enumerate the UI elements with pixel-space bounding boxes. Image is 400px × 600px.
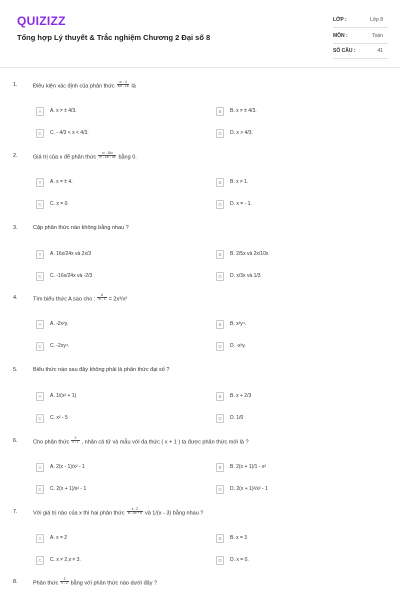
question-text-before: Giá trị của x để phân thức: [33, 154, 97, 161]
option-text: A. -2x²y.: [50, 321, 69, 327]
question-text-after: = 2x³/x²: [108, 296, 128, 303]
option-letter-box: C: [36, 485, 44, 494]
question-item: [0, 434, 400, 506]
option-letter-box: C: [36, 129, 44, 138]
fraction: [117, 81, 130, 89]
question-number: 3.: [13, 225, 18, 231]
question-text-after: là: [131, 83, 136, 90]
option-letter-box: A: [36, 107, 44, 116]
question-text: [33, 295, 127, 303]
option-text: D. x = - 1.: [230, 201, 252, 207]
question-item: [0, 221, 400, 293]
option-letter-box: A: [36, 392, 44, 401]
question-item: [0, 363, 400, 435]
meta-label: LỚP :: [333, 17, 347, 23]
question-text: [33, 509, 203, 517]
question-text-before: Cặp phân thức nào không bằng nhau ?: [33, 225, 129, 231]
option-letter-box: B: [216, 250, 224, 259]
option-letter-box: A: [36, 320, 44, 329]
option-text: C. 2(x + 1)/x² - 1: [50, 486, 87, 492]
question-text: [33, 153, 137, 161]
option-text: C. -2xy⁴.: [50, 343, 70, 349]
option-text: D. x > 4/3.: [230, 130, 253, 136]
option-letter-box: C: [36, 200, 44, 209]
question-text: [33, 367, 169, 373]
question-text: [33, 579, 157, 587]
option-text: B. 2/5x và 2x/10x: [230, 251, 269, 257]
meta-label: SỐ CÂU :: [333, 48, 356, 54]
question-text: [33, 82, 136, 90]
question-item: [0, 505, 400, 577]
worksheet-header: [0, 0, 400, 70]
question-text-before: Cho phân thức: [33, 439, 70, 446]
option-text: D. x/3x và 1/3: [230, 273, 261, 279]
meta-row-grade: [333, 14, 388, 28]
fraction-numerator: x² - 4: [117, 81, 130, 85]
question-text: [33, 438, 249, 446]
question-text-before: Với giá trị nào của x thì hai phân thức: [33, 510, 125, 517]
question-number: 2.: [13, 153, 18, 159]
option-text: B. x + 2/3: [230, 393, 252, 399]
question-text-after: và 1/(x - 3) bằng nhau ?: [144, 510, 204, 517]
option-letter-box: D: [216, 200, 224, 209]
fraction: [97, 294, 106, 302]
question-item: [0, 575, 400, 600]
fraction: [127, 508, 143, 516]
fraction-denominator: x - 2: [61, 581, 68, 586]
question-text-before: Điều kiện xác định của phân thức: [33, 83, 115, 90]
meta-label: MÔN :: [333, 33, 348, 39]
question-number: 8.: [13, 579, 18, 585]
question-text-before: Biểu thức nào sau đây không phải là phân thức đại số ?: [33, 367, 170, 373]
option-text: B. x²y⁴.: [230, 321, 247, 327]
question-number: 6.: [13, 438, 18, 444]
option-text: A. 1/(x² + 1): [50, 393, 77, 399]
option-text: D. -x³y.: [230, 343, 246, 349]
question-number: 5.: [13, 367, 18, 373]
fraction-denominator: x² - 1: [98, 297, 106, 302]
option-text: A. x = ± 4.: [50, 179, 73, 185]
header-divider: [0, 67, 400, 68]
page-title: Tổng hợp Lý thuyết & Trắc nghiệm Chương 2 Đại số 8: [17, 33, 211, 42]
option-letter-box: D: [216, 556, 224, 565]
option-letter-box: C: [36, 556, 44, 565]
option-text: D. x = 0.: [230, 557, 249, 563]
fraction-numerator: A: [97, 294, 106, 298]
fraction-numerator: x - 2: [127, 508, 143, 512]
option-letter-box: D: [216, 342, 224, 351]
question-item: [0, 149, 400, 221]
option-text: A. 2(x - 1)/x² - 1: [50, 464, 85, 470]
option-letter-box: B: [216, 534, 224, 543]
question-text-before: Tìm biểu thức A sao cho :: [33, 296, 96, 303]
option-letter-box: B: [216, 320, 224, 329]
fraction: [98, 152, 116, 160]
option-letter-box: C: [36, 342, 44, 351]
option-letter-box: A: [36, 534, 44, 543]
option-text: A. x = 2: [50, 535, 68, 541]
option-text: B. x = 3: [230, 535, 248, 541]
option-letter-box: B: [216, 107, 224, 116]
meta-row-subject: [333, 30, 388, 44]
option-letter-box: D: [216, 129, 224, 138]
option-letter-box: B: [216, 178, 224, 187]
meta-value: 41: [377, 48, 383, 54]
option-letter-box: B: [216, 392, 224, 401]
option-text: C. -16x/24x và -2/3: [50, 273, 93, 279]
fraction-denominator: x - 1: [72, 440, 79, 445]
meta-value: Lớp 8: [369, 17, 383, 23]
fraction-denominator: x² - 2x² - 4x: [99, 155, 116, 160]
option-letter-box: D: [216, 414, 224, 423]
quizizz-logo: QUIZIZZ: [17, 14, 66, 28]
question-number: 4.: [13, 295, 18, 301]
option-text: C. - 4/3 < x < 4/3.: [50, 130, 89, 136]
fraction-numerator: x² - 16x: [98, 152, 116, 156]
question-text-after: , nhân cả tử và mẫu với đa thức ( x + 1 ) ta được phân thức mới là ?: [81, 439, 249, 446]
option-text: B. x ≠ ± 4/3.: [230, 108, 257, 114]
question-number: 7.: [13, 509, 18, 515]
option-letter-box: A: [36, 178, 44, 187]
fraction: [71, 437, 79, 445]
meta-value: Toán: [372, 33, 383, 39]
question-number: 1.: [13, 82, 18, 88]
question-item: [0, 78, 400, 150]
option-text: B. x ≠ 1.: [230, 179, 249, 185]
option-letter-box: A: [36, 250, 44, 259]
option-text: C. x ≠ 2,x ≠ 3.: [50, 557, 81, 563]
option-text: A. 16x/24x và 2x/3: [50, 251, 92, 257]
fraction-denominator: 4x² - 16: [117, 84, 129, 89]
fraction-numerator: 2: [71, 437, 79, 441]
meta-row-question-count: [333, 45, 388, 59]
option-text: A. x ≠ ± 4/3.: [50, 108, 77, 114]
question-text-after: bằng với phân thức nào dưới đây ?: [70, 580, 158, 587]
option-letter-box: D: [216, 272, 224, 281]
question-item: [0, 291, 400, 363]
option-letter-box: A: [36, 463, 44, 472]
option-text: D. 1/0: [230, 415, 244, 421]
option-letter-box: C: [36, 272, 44, 281]
question-text-after: bằng 0.: [118, 154, 137, 161]
option-text: B. 2(x + 1)/1 - x²: [230, 464, 266, 470]
question-text-before: Phân thức: [33, 580, 59, 587]
option-letter-box: D: [216, 485, 224, 494]
option-text: C. x² - 5: [50, 415, 68, 421]
option-letter-box: C: [36, 414, 44, 423]
option-text: C. x = 0.: [50, 201, 69, 207]
fraction-denominator: x² - 5x + 6: [127, 511, 142, 516]
option-text: D. 2(x + 1)²/x² - 1: [230, 486, 268, 492]
question-text: [33, 225, 129, 231]
fraction: [60, 578, 68, 586]
fraction-numerator: 2: [60, 578, 68, 582]
option-letter-box: B: [216, 463, 224, 472]
